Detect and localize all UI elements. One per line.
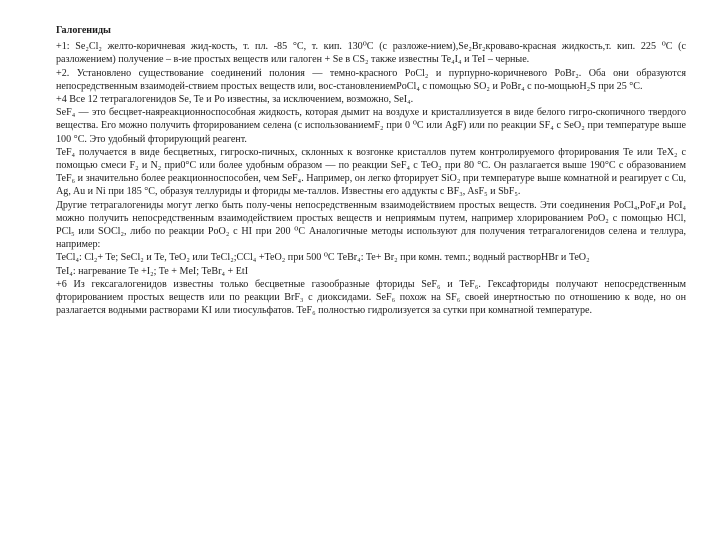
page-title: Галогениды [56,25,111,36]
paragraph-tei4: TeI₄: нагревание Te +I₂; Te + MeI; TeBr₄ + EtI [56,265,249,277]
paragraph-oxidation-plus2: +2. Установлено существование соединений полония — темно-красного PoCl₂ и пурпурно-коричневого PoBr₂. Оба они образуются непосредственным взаимодей-ствием простых веществ или, вос-становлениемPoCl₄ с помощью SO₂ и PoBr₄ с по-мощьюH₂S при 25 °С. [56,67,686,92]
paragraph-oxidation-plus4-intro: +4 Все 12 тетрагалогенидов Se, Te и Po известны, за исключением, возможно, SeI₄. [56,94,414,106]
paragraph-oxidation-plus1: +1: Se₂Cl₂ желто-коричневая жид-кость, т. пл. -85 °С, т. кип. 130⁰С (с разложе-нием),Se₂Br₂кроваво-красная жидкость,т. кип. 225 ⁰С (с разложением) получение – в-ие простых веществ или галоген + Se в CS₂ также известны Te₄I₄ и TeI – черные. [56,41,686,66]
paragraph-oxidation-plus6: +6 Из гексагалогенидов известны только бесцветные газообразные фториды SeF₆ и TeF₆. Гексафториды получают непосредственным фторированием простых веществ или по реакции BrF₃ с диоксидами. SeF₆ похож на SF₆ своей инертностью по отношению к воде, но он разлагается водными растворами KI или тиосульфатов. TeF₆ полностью гидролизуется за сутки при комнатной температуре. [56,278,686,317]
paragraph-sef4: SeF₄ — это бесцвет-наяреакционноспособная жидкость, которая дымит на воздухе и кристаллизуется в виде белого гигро-скопичного твердого вещества. Его можно получить фторированием селена (с использованиемF₂ при 0 ⁰С или AgF) или по реакции SF₄ с SeO₂ при температуре выше 100 °С. Это удобный фторирующий реагент. [56,107,686,145]
paragraph-tecl4-tebr4: TeCl₄: Cl₂+ Te; SeCl₂ и Te, TeO₂ или TeCl₂;CCl₄ +TeO₂ при 500 ⁰С TeBr₄: Te+ Br₂ при комн. темп.; водный растворHBr и TeO₂ [56,252,590,264]
document-page [56,24,686,317]
paragraph-tef4: TeF₄ получается в виде бесцветных, гигроско-пичных, склонных к возгонке кристаллов путем контролируемого фторирования Te или TeX₂ с помощью смеси F₂ и N₂ при0°С или более удобным образом — по реакции SeF₄ с TeO₂ при 80 °С. Он разлагается выше 190°С с образованием TeF₆ и значительно более реакционноспособен, чем SeF₄. Например, он легко фторирует SiO₂ при температуре выше комнатной и реагирует с Cu, Ag, Au и Ni при 185 °С, образуя теллуриды и фториды ме-таллов. Известны его аддукты с BF₃, AsF₅ и SbF₅. [56,146,686,198]
paragraph-other-tetrahalides: Другие тетрагалогениды могут легко быть полу-чены непосредственным взаимодействием простых веществ. Эти соединения PoCl₄,PoF₄и PoI₄ можно получить непосредственным взаимодействием простых веществ и неприямым путем, например хлорированием PoO₂ с помощью HCl, PCl₅ или SOCl₂, либо по реакции PoO₂ с HI при 200 ⁰С Аналогичные методы используют для получения тетрагалогенидов селена и теллура, например: [56,199,686,251]
